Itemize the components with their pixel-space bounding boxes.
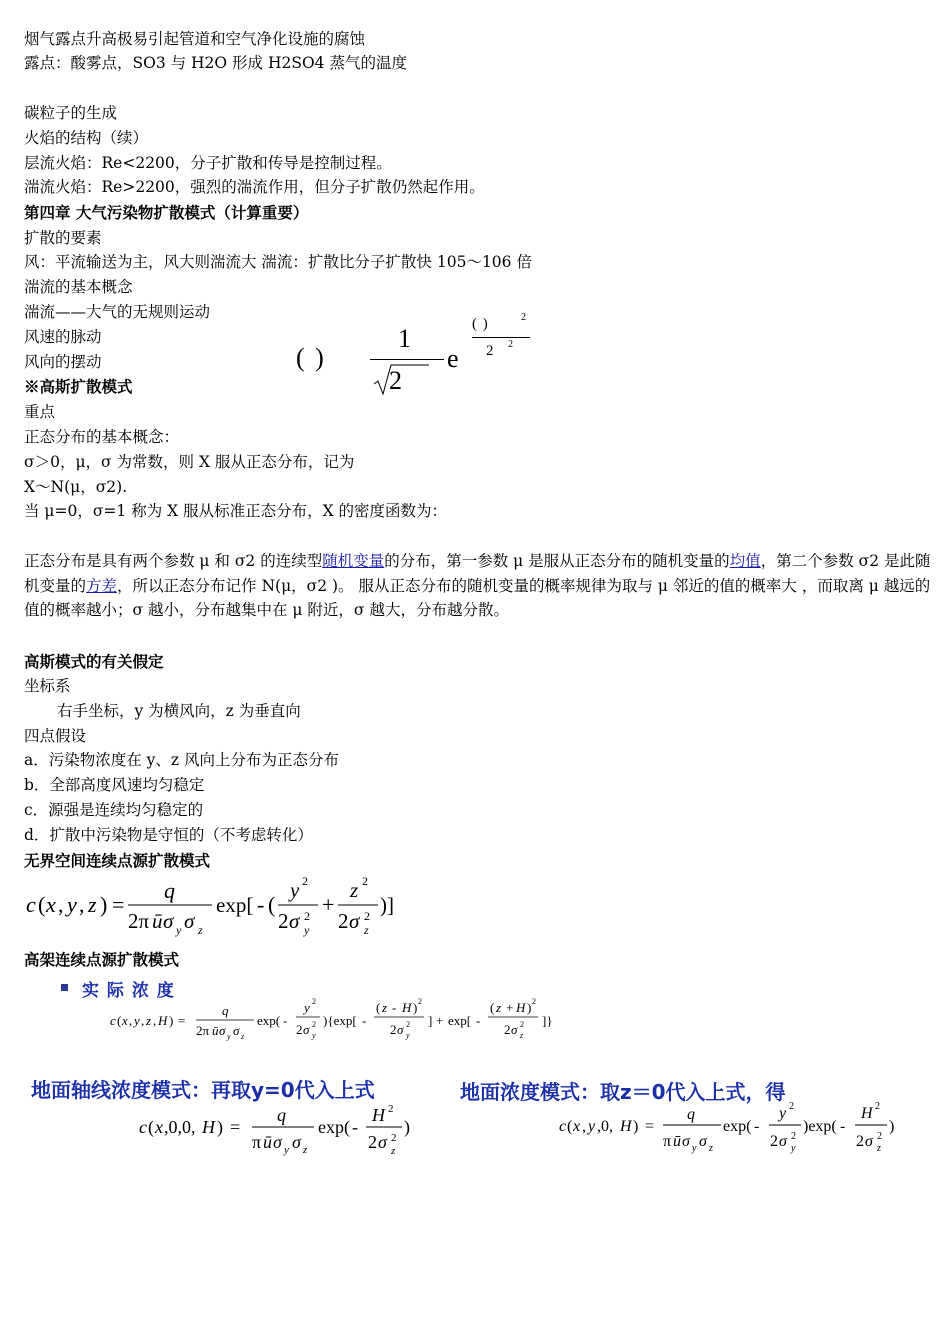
svg-text:z: z [709, 1143, 713, 1154]
svg-text:(: ( [490, 1000, 495, 1015]
svg-text:σ: σ [682, 1133, 690, 1150]
svg-text:,: , [58, 892, 64, 917]
svg-text:,: , [153, 1013, 157, 1028]
link-variance[interactable]: 方差 [86, 576, 118, 595]
svg-text:): ) [404, 1117, 410, 1137]
svg-text:-: - [257, 892, 265, 917]
svg-text:σ: σ [349, 909, 360, 933]
svg-text:y: y [67, 892, 77, 917]
svg-text:z: z [520, 1031, 524, 1040]
svg-text:2: 2 [368, 1132, 377, 1152]
section-heading: 高架连续点源扩散模式 [24, 950, 180, 969]
svg-text:σ: σ [184, 909, 195, 933]
svg-text:exp(: exp( [318, 1117, 350, 1137]
svg-text:,: , [141, 1013, 145, 1028]
svg-text:exp(: exp( [257, 1013, 281, 1028]
text-line: 湍流火焰：Re>2200，强烈的湍流作用，但分子扩散仍然起作用。 [24, 178, 485, 196]
svg-text:): ) [169, 1013, 174, 1028]
svg-text:H: H [402, 1000, 412, 1015]
svg-text:2: 2 [390, 1022, 397, 1037]
text-line: 风：平流输送为主，风大则湍流大 湍流：扩散比分子扩散快 105～106 倍 [24, 253, 532, 271]
svg-text:σ: σ [779, 1133, 787, 1150]
svg-text:2: 2 [338, 909, 349, 933]
svg-text:)]: )] [380, 893, 394, 917]
text-line: σ＞0，μ，σ 为常数，则 X 服从正态分布，记为 [24, 453, 355, 471]
text-line: a．污染物浓度在 y、z 风向上分布为正态分布 [24, 751, 340, 769]
svg-text:2: 2 [418, 997, 422, 1006]
svg-text:2: 2 [770, 1133, 778, 1150]
svg-text:y: y [304, 1000, 310, 1015]
svg-text:2: 2 [875, 1101, 880, 1112]
normal-distribution-paragraph [24, 549, 932, 623]
link-random-variable[interactable]: 随机变量 [322, 552, 385, 570]
svg-text:): ) [413, 1000, 418, 1015]
text-line: 当 μ=0，σ=1 称为 X 服从标准正态分布，X 的密度函数为： [24, 502, 448, 520]
svg-text:z: z [391, 1145, 396, 1157]
svg-text:): ) [633, 1118, 639, 1135]
svg-text:=: = [230, 1117, 241, 1137]
svg-text:2: 2 [312, 1020, 316, 1029]
text-line: 正态分布的基本概念： [24, 428, 180, 446]
exp-fraction-bar [472, 337, 530, 338]
svg-text:-: - [476, 1013, 481, 1028]
chapter-heading: 第四章 大气污染物扩散模式（计算重要） [24, 203, 309, 222]
svg-text:2: 2 [391, 1132, 397, 1144]
section-heading: 无界空间连续点源扩散模式 [24, 851, 211, 870]
svg-text:2: 2 [532, 997, 536, 1006]
svg-text:,: , [129, 1013, 133, 1028]
svg-text:y: y [176, 923, 182, 937]
svg-text:z: z [303, 1144, 308, 1156]
text-line: c．源强是连续均匀稳定的 [24, 801, 204, 819]
text-line: 湍流的基本概念 [24, 278, 133, 296]
svg-text:y: y [227, 1032, 231, 1041]
formula-paren: ( ) [296, 343, 326, 372]
svg-text:2: 2 [362, 874, 368, 888]
svg-text:+: + [436, 1013, 444, 1028]
svg-text:]}: ]} [542, 1013, 553, 1028]
svg-text:z: z [88, 892, 97, 917]
svg-text:H: H [202, 1117, 215, 1137]
svg-text:-: - [283, 1013, 288, 1028]
text-line: 露点：酸雾点，SO3 与 H2O 形成 H2SO4 蒸气的温度 [24, 54, 407, 72]
svg-text:z: z [496, 1000, 502, 1015]
svg-text:=: = [178, 1013, 186, 1028]
svg-text:q: q [164, 878, 175, 903]
svg-text:+: + [506, 1000, 514, 1015]
paragraph-text: ，所以正态分布记作 N(μ，σ2 )。 服从正态分布的随机变量的概率规律为取与 μ 邻近的值的概率大 ，而取离 μ 越远的值的概率越小；σ 越小，分布越集中在 μ 附近，σ 越大，分布越分散。 [24, 576, 931, 619]
svg-text:2: 2 [302, 874, 308, 888]
svg-text:2π: 2π [128, 909, 150, 933]
formula-numerator: 1 [398, 324, 411, 353]
svg-text:=: = [112, 892, 125, 917]
svg-text:(: ( [148, 1117, 154, 1137]
svg-text:σ: σ [219, 1023, 226, 1038]
svg-text:z: z [198, 923, 203, 937]
svg-text:(: ( [117, 1013, 122, 1028]
svg-text:q: q [222, 1003, 229, 1018]
text-line: 坐标系 [24, 677, 71, 695]
svg-text:H: H [516, 1000, 526, 1015]
text-line: 风速的脉动 [24, 328, 102, 346]
text-line: 风向的摆动 [24, 353, 102, 371]
svg-text:x: x [155, 1117, 163, 1137]
svg-text:ū: ū [673, 1133, 681, 1150]
svg-text:exp[: exp[ [216, 893, 254, 917]
svg-text:y: y [284, 1144, 289, 1156]
text-line: 层流火焰：Re<2200，分子扩散和传导是控制过程。 [24, 154, 392, 172]
unbounded-point-source-formula [22, 872, 402, 942]
svg-text:)exp(: )exp( [803, 1118, 837, 1135]
svg-text:-: - [840, 1118, 846, 1135]
paragraph-text: 的分布，第一参数 μ 是服从正态分布的随机变量的 [384, 552, 730, 570]
svg-text:H: H [861, 1105, 873, 1122]
svg-text:,0,0,: ,0,0, [164, 1117, 196, 1137]
svg-text:): ) [100, 892, 108, 917]
svg-text:2: 2 [296, 1022, 303, 1037]
svg-text:2: 2 [278, 909, 289, 933]
svg-text:σ: σ [303, 1022, 310, 1037]
svg-text:q: q [277, 1105, 286, 1125]
svg-text:]: ] [428, 1013, 433, 1028]
ground-axis-formula [136, 1100, 426, 1160]
svg-text:2: 2 [304, 909, 310, 923]
ground-concentration-title: 地面浓度模式：取z＝0代入上式，得 [460, 1080, 786, 1104]
svg-text:y: y [791, 1143, 796, 1154]
svg-text:y: y [304, 923, 310, 937]
svg-text:(: ( [376, 1000, 381, 1015]
svg-text:): ) [527, 1000, 532, 1015]
svg-text:H: H [620, 1118, 632, 1135]
svg-text:-: - [392, 1000, 397, 1015]
svg-text:H: H [372, 1105, 385, 1125]
text-line: b．全部高度风速均匀稳定 [24, 776, 205, 794]
text-line: 碳粒子的生成 [24, 104, 118, 122]
svg-text:(: ( [38, 892, 46, 917]
svg-text:exp[: exp[ [448, 1013, 472, 1028]
svg-text:){exp[: ){exp[ [323, 1013, 357, 1028]
svg-text:y: y [134, 1013, 140, 1028]
svg-text:y: y [406, 1031, 410, 1040]
svg-text:2: 2 [312, 997, 316, 1006]
svg-text:π: π [663, 1133, 672, 1150]
svg-text:σ: σ [289, 909, 300, 933]
svg-text:2: 2 [388, 1103, 394, 1115]
svg-text:c: c [559, 1118, 567, 1135]
svg-text:σ: σ [273, 1132, 282, 1152]
svg-text:-: - [362, 1013, 367, 1028]
svg-text:x: x [122, 1013, 128, 1028]
text-line: X～N(μ，σ2). [24, 478, 128, 496]
text-line: 重点 [24, 403, 56, 421]
svg-text:2: 2 [791, 1131, 796, 1142]
exp-denominator: 2 [486, 343, 494, 359]
svg-text:-: - [754, 1118, 760, 1135]
svg-text:σ: σ [292, 1132, 301, 1152]
actual-concentration-label: 实 际 浓 度 [82, 981, 175, 1001]
svg-text:σ: σ [163, 909, 174, 933]
svg-text:z: z [241, 1032, 245, 1041]
svg-text:ū: ū [212, 1023, 219, 1038]
svg-text:σ: σ [865, 1133, 873, 1150]
text-line: 火焰的结构（续） [24, 129, 149, 147]
bullet-icon [61, 984, 68, 991]
svg-text:σ: σ [699, 1133, 707, 1150]
ground-axis-concentration-title: 地面轴线浓度模式：再取y=0代入上式 [31, 1078, 375, 1102]
svg-text:z: z [146, 1013, 152, 1028]
exp-base: e [447, 344, 459, 373]
svg-text:y: y [779, 1105, 787, 1122]
fraction-bar [370, 359, 444, 360]
svg-text:σ: σ [233, 1023, 240, 1038]
svg-text:2: 2 [877, 1131, 882, 1142]
svg-text:=: = [645, 1118, 655, 1135]
svg-text:c: c [139, 1117, 147, 1137]
svg-text:exp(: exp( [723, 1118, 752, 1135]
exp-paren: ( ) [472, 316, 489, 332]
text-line: 右手坐标，y 为横风向，z 为垂直向 [57, 702, 301, 720]
ground-concentration-formula [557, 1100, 902, 1160]
svg-text:,: , [79, 892, 85, 917]
svg-text:z: z [350, 878, 359, 902]
svg-text:π: π [252, 1132, 262, 1152]
svg-text:2: 2 [520, 1020, 524, 1029]
paragraph-text: ，第二个参数 σ2 是此随机变量的 [24, 552, 931, 595]
svg-text:y: y [692, 1143, 697, 1154]
link-mean[interactable]: 均值 [729, 552, 761, 570]
svg-text:y: y [312, 1031, 316, 1040]
paragraph-text: 正态分布是具有两个参数 μ 和 σ2 的连续型 [24, 552, 323, 570]
svg-text:2: 2 [504, 1022, 511, 1037]
svg-text:H: H [158, 1013, 168, 1028]
svg-text:,: , [582, 1118, 586, 1135]
svg-text:ū: ū [152, 909, 163, 933]
svg-text:2: 2 [364, 909, 370, 923]
svg-text:x: x [46, 892, 56, 917]
svg-text:ū: ū [263, 1132, 272, 1152]
section-heading: 高斯模式的有关假定 [24, 652, 164, 671]
svg-text:): ) [889, 1118, 895, 1135]
svg-text:2: 2 [789, 1101, 794, 1112]
svg-text:z: z [364, 923, 369, 937]
text-line: 湍流——大气的无规则运动 [24, 303, 211, 321]
text-line: 烟气露点升高极易引起管道和空气净化设施的腐蚀 [24, 30, 366, 48]
sqrt-argument: 2 [389, 366, 402, 395]
section-heading: ※高斯扩散模式 [24, 377, 133, 396]
svg-text:σ: σ [378, 1132, 387, 1152]
svg-text:σ: σ [397, 1022, 404, 1037]
svg-text:2π: 2π [196, 1023, 210, 1038]
svg-text:(: ( [268, 892, 276, 917]
svg-text:(: ( [567, 1118, 573, 1135]
svg-text:,0,: ,0, [597, 1118, 613, 1135]
svg-text:x: x [573, 1118, 581, 1135]
exp-square: 2 [521, 312, 526, 323]
svg-text:y: y [290, 878, 300, 902]
svg-text:z: z [877, 1143, 881, 1154]
svg-text:z: z [382, 1000, 388, 1015]
svg-text:σ: σ [511, 1022, 518, 1037]
svg-text:+: + [322, 892, 335, 917]
svg-text:2: 2 [406, 1020, 410, 1029]
elevated-point-source-formula [108, 996, 568, 1048]
text-line: 扩散的要素 [24, 229, 102, 247]
text-line: d．扩散中污染物是守恒的（不考虑转化） [24, 826, 313, 844]
svg-text:2: 2 [856, 1133, 864, 1150]
svg-text:q: q [687, 1106, 695, 1123]
svg-text:y: y [588, 1118, 596, 1135]
exp-denominator-square: 2 [508, 339, 513, 350]
svg-text:): ) [217, 1117, 223, 1137]
text-line: 四点假设 [24, 727, 87, 745]
svg-text:-: - [352, 1117, 358, 1137]
svg-text:c: c [26, 892, 36, 917]
svg-text:c: c [110, 1013, 116, 1028]
